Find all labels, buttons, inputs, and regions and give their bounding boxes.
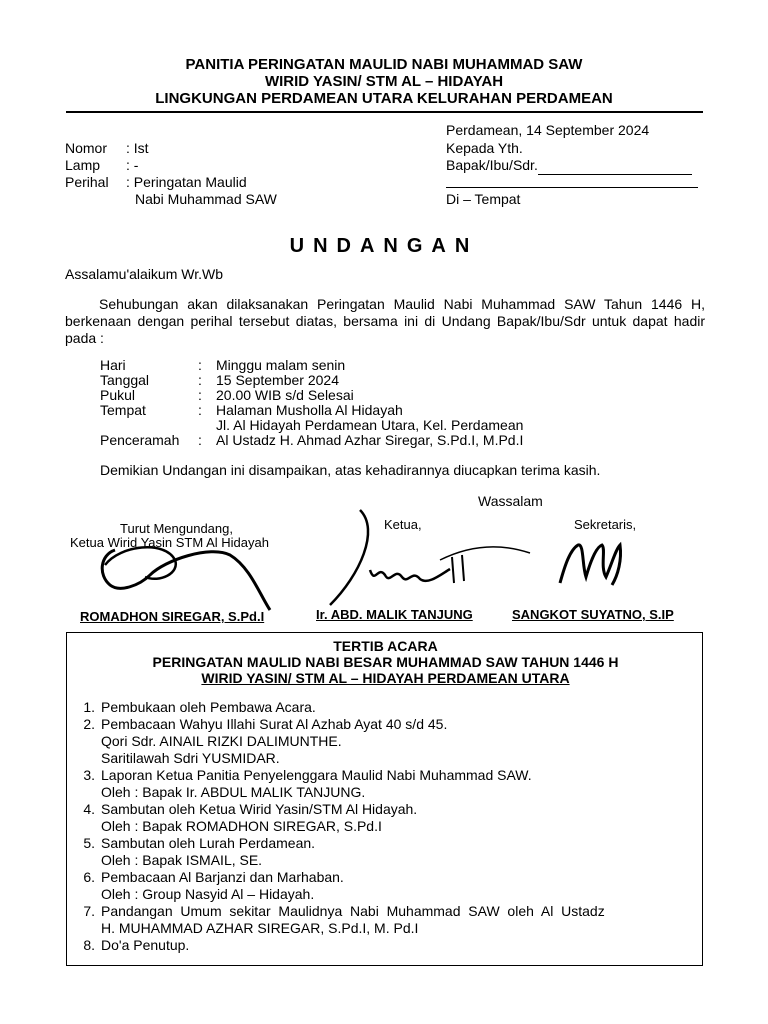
agenda-item-text: Oleh : Bapak ISMAIL, SE. xyxy=(101,852,263,868)
agenda-item-text: Laporan Ketua Panitia Penyelenggara Maulid Nabi Muhammad SAW. xyxy=(101,767,532,783)
signature-2-tail xyxy=(440,547,530,560)
agenda-item-text: Qori Sdr. AINAIL RIZKI DALIMUNTHE. xyxy=(101,733,342,749)
signature-1-stroke xyxy=(102,550,270,610)
signer-2-name: Ir. ABD. MALIK TANJUNG xyxy=(316,607,473,622)
agenda-item-text: Saritilawah Sdri YUSMIDAR. xyxy=(101,750,280,766)
lamp-value: : - xyxy=(126,157,139,173)
org-header-line3: LINGKUNGAN PERDAMEAN UTARA KELURAHAN PERDAMEAN xyxy=(155,90,613,107)
recipient-label: Bapak/Ibu/Sdr. xyxy=(446,157,538,173)
intro-paragraph: Sehubungan akan dilaksanakan Peringatan Maulid Nabi Muhammad SAW Tahun 1446 H, berkenaan dengan perihal tersebut diatas, bersama ini di Undang Bapak/Ibu/Sdr untuk dapat hadir pada : xyxy=(65,296,705,346)
nomor-label: Nomor xyxy=(65,140,108,156)
org-header-line2: WIRID YASIN/ STM AL – HIDAYAH xyxy=(264,73,504,90)
agenda-item xyxy=(73,937,605,954)
agenda-item xyxy=(73,733,605,750)
recipient-blank xyxy=(538,157,692,175)
tertib-title3-text: WIRID YASIN/ STM AL – HIDAYAH PERDAMEAN UTARA xyxy=(201,670,570,686)
signer-1-name: ROMADHON SIREGAR, S.Pd.I xyxy=(80,609,265,624)
wassalam: Wassalam xyxy=(478,493,543,509)
kepada-yth: Kepada Yth. xyxy=(446,140,523,156)
agenda-item xyxy=(73,784,605,801)
signature-2-slash xyxy=(330,510,368,605)
ketua-label: Ketua, xyxy=(384,517,422,532)
turut-mengundang: Turut Mengundang, xyxy=(120,521,233,536)
detail-colon: : xyxy=(198,432,202,448)
agenda-item-text: Oleh : Bapak Ir. ABDUL MALIK TANJUNG. xyxy=(101,784,366,800)
agenda-item-text: Pandangan Umum sekitar Maulidnya Nabi Muhammad SAW oleh Al Ustadz xyxy=(101,903,605,919)
agenda-item-text: Oleh : Bapak ROMADHON SIREGAR, S.Pd.I xyxy=(101,818,382,834)
agenda-item-text: Do'a Penutup. xyxy=(101,937,190,953)
detail-value: Al Ustadz H. Ahmad Azhar Siregar, S.Pd.I, M.Pd.I xyxy=(216,432,524,448)
detail-value: Minggu malam senin xyxy=(216,357,346,373)
tertib-acara-box xyxy=(66,632,703,966)
agenda-item xyxy=(73,852,605,869)
di-tempat: Di – Tempat xyxy=(446,191,521,207)
recipient-blank-line2 xyxy=(446,187,698,188)
agenda-item-text: Sambutan oleh Lurah Perdamean. xyxy=(101,835,316,851)
letter-date: Perdamean, 14 September 2024 xyxy=(446,122,650,138)
detail-label: Hari xyxy=(100,357,126,373)
org-header-line1: PANITIA PERINGATAN MAULID NABI MUHAMMAD SAW xyxy=(185,56,583,73)
detail-colon: : xyxy=(198,402,202,418)
letter-title: UNDANGAN xyxy=(289,235,479,257)
detail-label: Tanggal xyxy=(100,372,150,388)
detail-value: Halaman Musholla Al Hidayah xyxy=(216,402,403,418)
sekretaris-label: Sekretaris, xyxy=(574,517,637,532)
perihal-value-cont: Nabi Muhammad SAW xyxy=(135,191,277,207)
tertib-title3 xyxy=(67,670,704,686)
ketua-wirid-label: Ketua Wirid Yasin STM Al Hidayah xyxy=(70,535,269,550)
agenda-item xyxy=(73,869,605,886)
agenda-item-number: 1. xyxy=(83,699,95,715)
agenda-item-number: 7. xyxy=(83,903,95,919)
closing-paragraph: Demikian Undangan ini disampaikan, atas kehadirannya diucapkan terima kasih. xyxy=(100,462,601,478)
agenda-item xyxy=(73,886,605,903)
agenda-item-number: 5. xyxy=(83,835,95,851)
tertib-items-list xyxy=(73,699,605,954)
detail-label: Tempat xyxy=(100,402,146,418)
agenda-item-text: Pembacaan Al Barjanzi dan Marhaban. xyxy=(101,869,344,885)
detail-value: 15 September 2024 xyxy=(216,372,339,388)
agenda-item-number: 8. xyxy=(83,937,95,953)
agenda-item xyxy=(73,903,605,920)
lamp-label: Lamp xyxy=(65,157,101,173)
detail-colon: : xyxy=(198,372,202,388)
tertib-title1: TERTIB ACARA xyxy=(333,638,438,654)
agenda-item-number: 4. xyxy=(83,801,95,817)
agenda-item-text: Pembacaan Wahyu Illahi Surat Al Azhab Ayat 40 s/d 45. xyxy=(101,716,448,732)
detail-colon: : xyxy=(198,387,202,403)
agenda-item xyxy=(73,818,605,835)
signer-3-name: SANGKOT SUYATNO, S.IP xyxy=(512,607,674,622)
agenda-item xyxy=(73,920,605,937)
agenda-item-number: 6. xyxy=(83,869,95,885)
agenda-item-number: 3. xyxy=(83,767,95,783)
greeting: Assalamu'alaikum Wr.Wb xyxy=(65,266,224,282)
agenda-item xyxy=(73,716,605,733)
detail-label: Pukul xyxy=(100,387,136,403)
detail-colon: : xyxy=(198,357,202,373)
perihal-label: Perihal xyxy=(65,174,109,190)
agenda-item-text: Sambutan oleh Ketua Wirid Yasin/STM Al Hidayah. xyxy=(101,801,418,817)
nomor-value: : Ist xyxy=(126,140,149,156)
signature-2-marks xyxy=(452,555,464,583)
agenda-item-number: 2. xyxy=(83,716,95,732)
signature-2-body xyxy=(370,569,450,581)
agenda-item-text: H. MUHAMMAD AZHAR SIREGAR, S.Pd.I, M. Pd.I xyxy=(101,920,419,936)
agenda-item xyxy=(73,835,605,852)
agenda-item xyxy=(73,750,605,767)
agenda-item xyxy=(73,801,605,818)
detail-label: Penceramah xyxy=(100,432,180,448)
header-divider xyxy=(66,111,703,113)
agenda-item-text: Oleh : Group Nasyid Al – Hidayah. xyxy=(101,886,315,902)
agenda-item-text: Pembukaan oleh Pembawa Acara. xyxy=(101,699,316,715)
agenda-item xyxy=(73,767,605,784)
agenda-item xyxy=(73,699,605,716)
detail-value: Jl. Al Hidayah Perdamean Utara, Kel. Perdamean xyxy=(216,417,524,433)
signature-3-stroke xyxy=(560,545,621,585)
tertib-title2: PERINGATAN MAULID NABI BESAR MUHAMMAD SAW TAHUN 1446 H xyxy=(152,654,619,670)
detail-value: 20.00 WIB s/d Selesai xyxy=(216,387,354,403)
recipient-line xyxy=(446,157,692,175)
perihal-value: : Peringatan Maulid xyxy=(126,174,247,190)
